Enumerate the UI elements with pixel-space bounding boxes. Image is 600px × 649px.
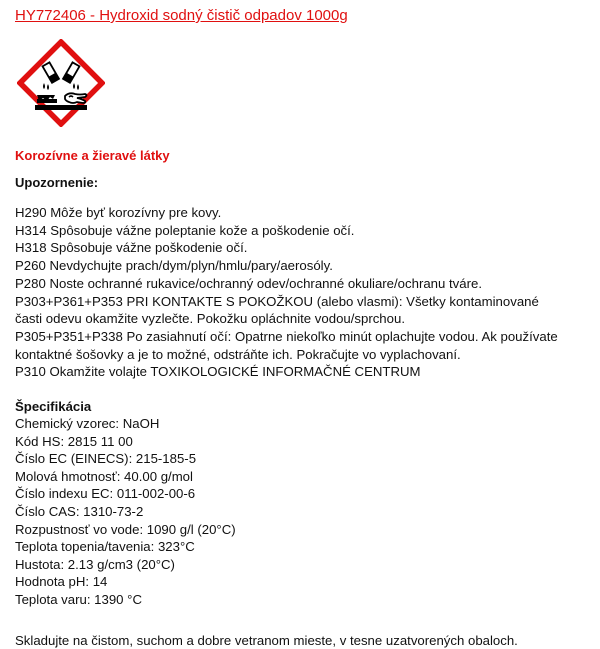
spec-item: Hustota: 2.13 g/cm3 (20°C) [15, 556, 175, 572]
spec-item: Rozpustnosť vo vode: 1090 g/l (20°C) [15, 521, 236, 537]
specification-list [15, 415, 595, 609]
statement-line: P305+P351+P338 Po zasiahnutí očí: Opatrne niekoľko minút oplachujte vodou. Ak používate [15, 328, 558, 344]
spec-item: Číslo CAS: 1310-73-2 [15, 504, 144, 519]
spec-item: Molová hmotnosť: 40.00 g/mol [15, 468, 193, 484]
statement-line: P303+P361+P353 PRI KONTAKTE S POKOŽKOU (alebo vlasmi): Všetky kontaminované [15, 293, 539, 309]
statement-line: H318 Spôsobuje vážne poškodenie očí. [15, 240, 248, 256]
spec-item: Teplota topenia/tavenia: 323°C [15, 539, 195, 555]
product-sheet [15, 6, 595, 649]
spec-item: Chemický vzorec: NaOH [15, 416, 160, 432]
hazard-precautionary-statements [15, 204, 595, 381]
hazard-classification: Korozívne a žieravé látky [15, 148, 170, 163]
statement-line: P260 Nevdychujte prach/dym/plyn/hmlu/pary/aerosóly. [15, 258, 333, 274]
spec-item: Hodnota pH: 14 [15, 574, 108, 590]
statement-line: časti odevu okamžite vyzlečte. Pokožku opláchnite vodou/sprchou. [15, 311, 405, 327]
storage-instructions: Skladujte na čistom, suchom a dobre vetranom mieste, v tesne uzatvorených obaloch. [15, 632, 518, 648]
spec-item: Číslo EC (EINECS): 215-185-5 [15, 451, 197, 467]
statement-line: kontaktné šošovky a je to možné, odstráňte ich. Pokračujte vo vyplachovaní. [15, 346, 461, 362]
spec-item: Teplota varu: 1390 °C [15, 591, 142, 607]
spec-item: Kód HS: 2815 11 00 [15, 433, 133, 449]
spec-item: Číslo indexu EC: 011-002-00-6 [15, 486, 196, 502]
statement-line: H290 Môže byť korozívny pre kovy. [15, 205, 222, 220]
specification-heading: Špecifikácia [15, 399, 92, 415]
statement-line: H314 Spôsobuje vážne poleptanie kože a poškodenie očí. [15, 222, 355, 238]
statement-line: P310 Okamžite volajte TOXIKOLOGICKÉ INFORMAČNÉ CENTRUM [15, 364, 421, 380]
product-title[interactable]: HY772406 - Hydroxid sodný čistič odpadov 1000g [15, 7, 348, 24]
signal-word: Upozornenie: [15, 175, 99, 190]
statement-line: P280 Noste ochranné rukavice/ochranný odev/ochranné okuliare/ochranu tváre. [15, 275, 482, 291]
ghs05-corrosion-icon [17, 39, 105, 127]
